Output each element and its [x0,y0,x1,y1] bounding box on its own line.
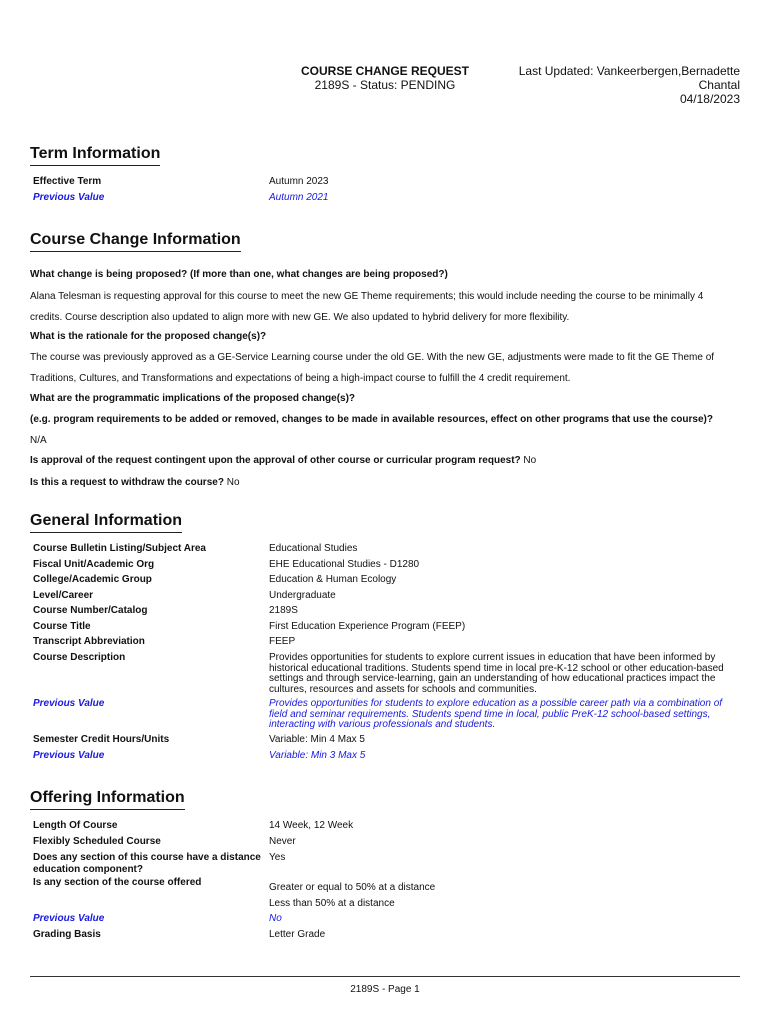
change-section-title: Course Change Information [30,231,241,252]
distance-component-label [33,852,269,876]
section-offered-value: Greater or equal to 50% at a distance [269,882,436,893]
previous-description-line: Provides opportunities for students to explore education as a possible career path via a combination of [269,698,723,709]
course-description-line: historical educational traditions. Students spend time in local pre-K-12 school or other education-based [269,662,724,674]
offering-previous-label: Previous Value [33,913,105,924]
general-row-label: Level/Career [33,590,94,601]
implications-question-detail: (e.g. program requirements to be added or removed, changes to be made in available resources, effect on other programs that use the course)? [30,414,713,425]
offering-previous-value: No [269,913,282,924]
section-offered-value: Less than 50% at a distance [269,898,395,909]
credit-hours-value: Variable: Min 4 Max 5 [269,734,365,745]
change-answer-line: Alana Telesman is requesting approval for this course to meet the new GE Theme requirements; this would include needing the course to be minimally 4 [30,291,704,302]
course-description-line: cultures, resources and assets for schools and communities. [269,683,537,695]
document-title: COURSE CHANGE REQUEST [300,64,470,78]
credit-previous-label: Previous Value [33,750,105,761]
withdraw-answer: No [226,477,240,488]
footer-divider [30,976,740,977]
general-row-label: Course Title [33,621,91,632]
course-description-label: Course Description [33,652,126,663]
previous-description-line: interacting with various professionals and students. [269,719,496,730]
distance-component-value: Yes [269,852,286,863]
course-length-label: Length Of Course [33,820,118,831]
change-answer-line: credits. Course description also updated to align more with new GE. We also updated to hybrid delivery for more flexibility. [30,312,570,323]
term-section-title: Term Information [30,145,160,166]
general-row-value: 2189S [269,605,298,616]
general-row-label: College/Academic Group [33,574,152,585]
withdraw-question-text: Is this a request to withdraw the course? [30,477,224,488]
flexible-schedule-value: Never [269,836,296,847]
effective-term-value: Autumn 2023 [269,176,329,187]
term-previous-label: Previous Value [33,192,105,203]
general-section-title: General Information [30,512,182,533]
last-updated-name: Last Updated: Vankeerbergen,Bernadette [518,64,740,78]
general-row-value: Undergraduate [269,590,336,601]
section-offered-label: Is any section of the course offered [33,877,202,888]
course-description-line: settings and through service-learning, gain an understanding of how educational practices impact the [269,673,716,684]
credit-previous-value: Variable: Min 3 Max 5 [269,750,366,761]
general-row-label: Transcript Abbreviation [33,636,145,647]
last-updated [480,64,740,106]
change-question: What change is being proposed? (If more than one, what changes are being proposed?) [30,269,448,280]
last-updated-date: 04/18/2023 [679,92,740,106]
distance-component-label-line: Does any section of this course have a distance [33,852,261,863]
change-answer [30,286,730,328]
grading-basis-value: Letter Grade [269,929,326,940]
distance-component-label-line: education component? [33,864,143,875]
term-previous-value: Autumn 2021 [269,192,329,203]
offering-section-title: Offering Information [30,789,185,810]
course-description-line: Provides opportunities for students to explore current issues in education that have been informed by [269,652,716,663]
effective-term-label: Effective Term [33,176,102,187]
last-updated-name-cont: Chantal [698,78,740,92]
general-row-value: First Education Experience Program (FEEP) [269,621,466,632]
previous-description-line: field and seminar requirements. Students spend time in local, public PreK-12 school-based settings, [269,708,711,720]
rationale-question: What is the rationale for the proposed change(s)? [30,331,267,342]
description-previous-label: Previous Value [33,698,105,709]
page-number: 2189S - Page 1 [350,984,420,995]
general-row-label: Course Number/Catalog [33,605,148,616]
contingent-question-text: Is approval of the request contingent upon the approval of other course or curricular program request? [30,455,521,466]
withdraw-question [30,477,240,489]
document-header [270,64,500,92]
contingent-answer: No [523,455,537,466]
rationale-answer-line: The course was previously approved as a GE-Service Learning course under the old GE. With the new GE, adjustments were made to fit the GE Theme of [30,352,715,363]
description-previous-value [269,699,739,731]
course-length-value: 14 Week, 12 Week [269,820,354,831]
general-row-value: Educational Studies [269,543,358,554]
flexible-schedule-label: Flexibly Scheduled Course [33,836,161,847]
document-status: 2189S - Status: PENDING [314,78,456,92]
implications-answer: N/A [30,435,47,446]
credit-hours-label: Semester Credit Hours/Units [33,734,170,745]
rationale-answer [30,347,730,389]
general-row-label: Course Bulletin Listing/Subject Area [33,543,206,554]
rationale-answer-line: Traditions, Cultures, and Transformations and expectations of being a high-impact course to fulfill the 4 credit requirement. [30,373,571,384]
general-row-label: Fiscal Unit/Academic Org [33,559,155,570]
grading-basis-label: Grading Basis [33,929,101,940]
general-row-value: EHE Educational Studies - D1280 [269,559,420,570]
contingent-question [30,455,536,467]
general-row-value: Education & Human Ecology [269,574,397,585]
course-description-value [269,653,739,695]
implications-question: What are the programmatic implications of the proposed change(s)? [30,393,356,404]
general-row-value: FEEP [269,636,296,647]
